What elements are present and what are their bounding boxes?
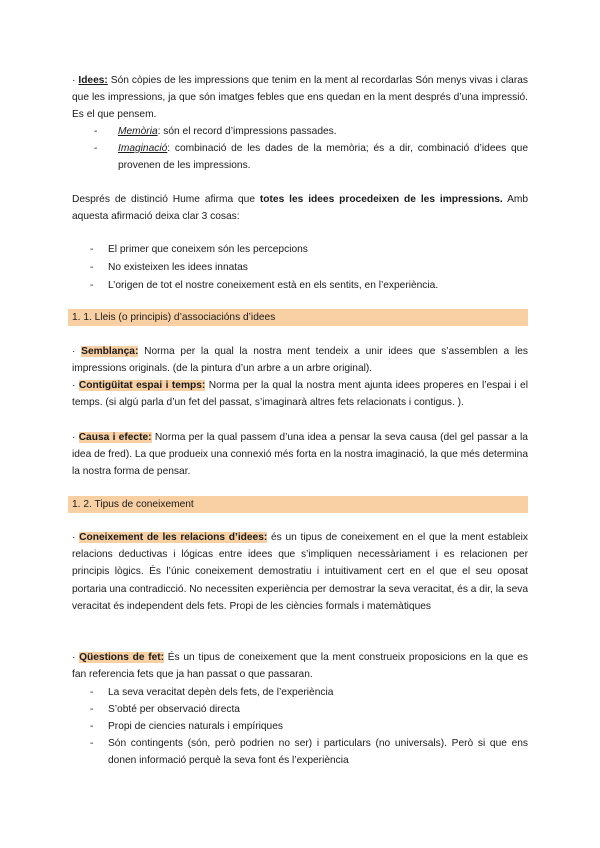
list-item <box>90 277 528 294</box>
list-item-text: Propi de ciencies naturals i empíriques <box>108 721 283 732</box>
bullet-dot: · <box>72 75 76 86</box>
list-item-text: L’origen de tot el nostre coneixement està en els sentits, en l’experiència. <box>108 280 439 291</box>
relacions-term: Coneixement de les relacions d’idees: <box>79 532 268 543</box>
bullet-dot: · <box>72 652 76 663</box>
despres-bold: totes les idees procedeixen de les impressions. <box>259 194 503 205</box>
questions-text: És un tipus de coneixement que la ment construeix proposicions en la que es fan referencia fets que ja han passat o que passaran. <box>72 652 528 681</box>
bullet-dot: · <box>72 432 76 443</box>
semblanca-term: Semblança: <box>81 346 139 357</box>
dash-marker: - <box>90 687 94 698</box>
memoria-text: : són el record d’impressions passades. <box>157 126 337 137</box>
questions-term: Qüestions de fet: <box>79 652 165 663</box>
despres-text-b: Amb aquesta afirmació deixa clar 3 cosas: <box>72 194 529 223</box>
dash-marker: - <box>90 721 94 732</box>
list-item <box>90 701 528 718</box>
list-item <box>90 735 528 769</box>
bullet-dot: · <box>72 532 76 543</box>
causa-term: Causa i efecte: <box>78 432 152 443</box>
contiguitat-term: Contigüitat espai i temps: <box>78 380 206 391</box>
dash-marker: - <box>90 262 94 273</box>
list-item-text: Són contingents (són, però podrien no ser) i particulars (no universals). Però si que ens donen informació perquè la seva font és l’experiència <box>108 738 528 767</box>
bullet-dot: · <box>72 380 76 391</box>
dash-marker: - <box>90 704 94 715</box>
memoria-term: Memòria <box>118 126 158 137</box>
dash-marker: - <box>90 280 94 291</box>
section-heading-tipus: 1. 2. Tipus de coneixement <box>68 496 528 513</box>
despres-text-a: Després de distinció Hume afirma que <box>72 194 260 205</box>
memoria-item <box>94 123 528 140</box>
list-item <box>90 718 528 735</box>
idees-text: Són còpies de les impressions que tenim en la ment al recordarlas Són menys vivas i claras que les impressions, ja que són imatges febles que ens quedan en la ment després d’una impressió. Es el que pensem. <box>72 75 528 121</box>
list-item-text: El primer que coneixem són les percepcions <box>108 244 308 255</box>
list-item <box>90 259 528 276</box>
imaginacio-item <box>94 140 528 174</box>
list-item <box>90 241 528 258</box>
semblanca-text: Norma per la qual la nostra ment tendeix a unir idees que s’assemblen a les impressions originals. (de la pintura d’un arbre a un arbre original). <box>72 346 528 375</box>
imaginacio-term: Imaginació <box>118 143 168 154</box>
relacions-paragraph <box>72 529 528 615</box>
dash-marker: - <box>90 738 94 749</box>
idees-paragraph <box>72 72 528 124</box>
list-item <box>90 684 528 701</box>
contiguitat-text: Norma per la qual la nostra ment ajunta idees properes en l’espai i el temps. (si algú parla d’un fet del passat, s’imaginarà altres fets relacionats i contigus. ). <box>72 380 528 409</box>
despres-paragraph <box>72 191 528 225</box>
contiguitat-paragraph <box>72 377 528 411</box>
dash-marker: - <box>94 143 98 154</box>
causa-text: Norma per la qual passem d’una idea a pensar la seva causa (del gel passar a la idea de fred). La que produeix una connexió més forta en la nostra imaginació, la que més determina la nostra forma de pensar. <box>72 432 528 478</box>
semblanca-paragraph <box>72 343 528 377</box>
bullet-dot: · <box>72 346 76 357</box>
imaginacio-text: : combinació de les dades de la memòria; és a dir, combinació d’idees que provenen de les impressions. <box>118 143 528 172</box>
list-item-text: No existeixen les idees innatas <box>108 262 248 273</box>
dash-marker: - <box>94 126 98 137</box>
idees-term: Idees: <box>78 75 108 86</box>
dash-marker: - <box>90 244 94 255</box>
relacions-text: és un tipus de coneixement en el que la ment estableix relacions deductivas i lógicas entre idees que s’impliquen necessàriament i es relacionen per principis lògics. És l’únic coneixement demostratiu i intuitivament cert en el que el seu oposat portaria una contradicció. No necessiten experiència per demostrar la seva veracitat, és a dir, la seva veracitat és independent dels fets. Propi de les ciències formals i matemàtiques <box>72 532 528 612</box>
causa-paragraph <box>72 429 528 481</box>
section-heading-lleis: 1. 1. Lleis (o principis) d’associacións d’idees <box>68 309 528 326</box>
questions-paragraph <box>72 649 528 683</box>
list-item-text: La seva veracitat depèn dels fets, de l’experiència <box>108 687 334 698</box>
list-item-text: S’obté per observació directa <box>108 704 240 715</box>
